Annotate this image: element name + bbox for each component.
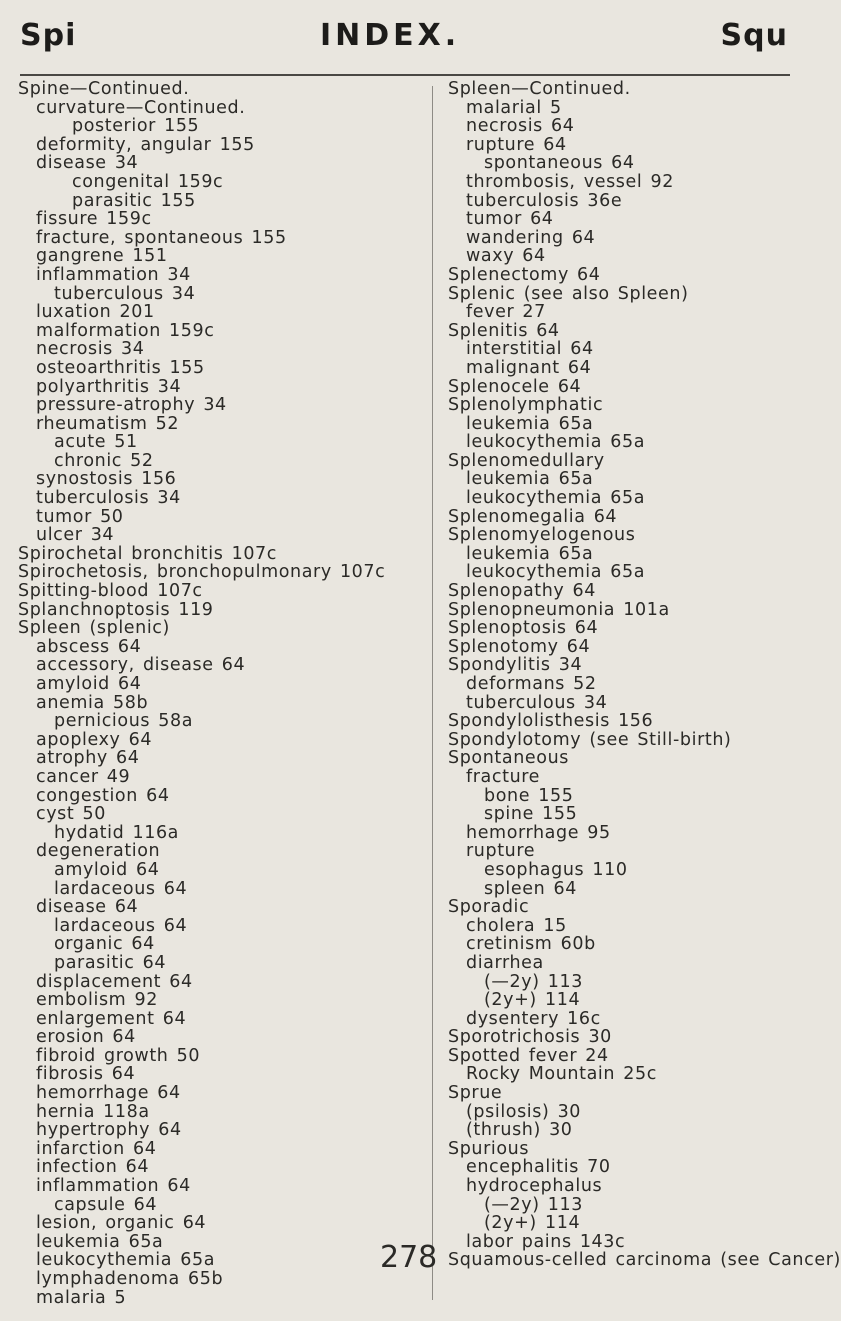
index-entry: curvature—Continued. [36,97,246,118]
index-entry: embolism 92 [36,990,158,1011]
index-entry: Rocky Mountain 25c [466,1064,657,1085]
index-entry: leukemia 65a [466,413,594,434]
index-entry: tumor 64 [466,209,554,230]
index-entry: osteoarthritis 155 [36,357,205,378]
index-entry: malaria 5 [36,1287,127,1308]
index-entry: degeneration [36,841,161,862]
index-entry: leukemia 65a [466,543,594,564]
index-entry: Splenotomy 64 [448,636,591,657]
index-entry: necrosis 64 [466,116,575,137]
index-entry: enlargement 64 [36,1008,187,1029]
index-column-left [18,80,438,1307]
index-entry: pressure-atrophy 34 [36,395,227,416]
index-entry: fissure 159c [36,209,152,230]
index-entry: erosion 64 [36,1027,136,1048]
index-entry: pernicious 58a [54,711,194,732]
index-entry: accessory, disease 64 [36,655,246,676]
index-entry: congestion 64 [36,785,170,806]
index-entry: Spine—Continued. [18,79,190,99]
header-title: INDEX. [320,18,461,53]
index-entry: (—2y) 113 [484,971,584,992]
index-entry: (2y+) 114 [484,1213,581,1234]
index-entry: leukocythemia 65a [36,1250,216,1271]
index-entry: parasitic 155 [72,190,196,211]
index-entry: infarction 64 [36,1138,157,1159]
index-entry: posterior 155 [72,116,200,137]
index-entry: malarial 5 [466,97,562,118]
index-entry: lardaceous 64 [54,915,188,936]
index-entry: dysentery 16c [466,1008,601,1029]
index-entry: disease 64 [36,897,139,918]
header-right-guide-word: Squ [720,18,788,53]
index-entry: Splenomedullary [448,450,605,471]
index-entry: cholera 15 [466,915,567,936]
index-entry: bone 155 [484,785,574,806]
index-entry: tuberculosis 34 [36,488,181,509]
index-entry: apoplexy 64 [36,729,153,750]
index-entry: Spleen—Continued. [448,79,631,99]
index-entry: Spondylitis 34 [448,655,583,676]
index-entry: Spurious [448,1138,530,1159]
index-entry: Sporadic [448,897,530,918]
index-entry: labor pains 143c [466,1231,626,1252]
index-entry: Sprue [448,1083,503,1104]
index-entry: inflammation 34 [36,264,191,285]
index-entry: hydatid 116a [54,822,180,843]
index-entry: Splenic (see also Spleen) [448,283,689,304]
index-entry: amyloid 64 [36,674,142,694]
index-entry: Spleen (splenic) [18,618,170,639]
index-entry: Splenoptosis 64 [448,618,599,639]
index-entry: Spondylotomy (see Still-birth) [448,729,732,750]
index-entry: necrosis 34 [36,339,145,360]
index-entry: Splenolymphatic [448,395,604,416]
index-entry: rheumatism 52 [36,413,180,434]
index-entry: diarrhea [466,952,544,973]
index-entry: leukemia 65a [36,1231,164,1252]
index-entry: acute 51 [54,432,138,453]
index-entry: leukocythemia 65a [466,488,646,509]
index-entry: encephalitis 70 [466,1157,611,1178]
index-entry: tuberculous 34 [54,283,196,304]
index-entry: fever 27 [466,302,546,323]
index-entry: spontaneous 64 [484,153,635,174]
index-entry: abscess 64 [36,636,142,657]
index-entry: (2y+) 114 [484,990,581,1011]
index-entry: lesion, organic 64 [36,1213,207,1234]
column-divider [432,86,433,1300]
index-entry: waxy 64 [466,246,546,267]
index-entry: Splenomyelogenous [448,525,636,546]
page-number: 278 [380,1240,438,1275]
header-rule [20,74,790,76]
index-entry: polyarthritis 34 [36,376,182,397]
header-left-guide-word: Spi [20,18,77,53]
index-entry: Spitting-blood 107c [18,581,203,602]
index-entry: capsule 64 [54,1194,158,1215]
index-entry: esophagus 110 [484,859,628,880]
index-entry: displacement 64 [36,971,193,992]
index-entry: Splenocele 64 [448,376,582,397]
index-entry: lardaceous 64 [54,878,188,899]
index-entry: disease 34 [36,153,139,174]
index-entry: interstitial 64 [466,339,594,360]
index-entry: tumor 50 [36,506,124,527]
index-entry: malformation 159c [36,320,215,341]
index-entry: congenital 159c [72,171,224,192]
index-entry: chronic 52 [54,450,154,471]
index-entry: Splenopneumonia 101a [448,599,670,620]
index-entry: tuberculous 34 [466,692,608,713]
index-entry: deformity, angular 155 [36,134,255,155]
index-entry: Splenopathy 64 [448,581,597,602]
index-entry: leukocythemia 65a [466,432,646,453]
index-entry: hernia 118a [36,1101,150,1122]
index-entry: leukocythemia 65a [466,562,646,583]
index-entry: infection 64 [36,1157,150,1178]
index-entry: gangrene 151 [36,246,168,267]
index-entry: fracture [466,766,541,787]
index-entry: cyst 50 [36,804,106,825]
index-entry: (thrush) 30 [466,1120,573,1141]
index-entry: organic 64 [54,934,155,955]
index-entry: atrophy 64 [36,748,140,769]
index-entry: spine 155 [484,804,578,825]
index-entry: synostosis 156 [36,469,177,490]
index-entry: fibroid growth 50 [36,1045,201,1066]
index-entry: ulcer 34 [36,525,115,546]
index-entry: Spotted fever 24 [448,1045,609,1066]
index-entry: fibrosis 64 [36,1064,136,1085]
index-entry: rupture [466,841,536,862]
index-entry: cretinism 60b [466,934,596,955]
index-entry: inflammation 64 [36,1176,191,1197]
index-entry: Sporotrichosis 30 [448,1027,612,1048]
index-entry: (—2y) 113 [484,1194,584,1215]
index-entry: parasitic 64 [54,952,167,973]
index-entry: spleen 64 [484,878,577,899]
index-entry: Splenectomy 64 [448,264,601,285]
index-entry: Spirochetosis, bronchopulmonary 107c [18,562,386,583]
index-entry: anemia 58b [36,692,149,713]
index-entry: thrombosis, vessel 92 [466,171,674,192]
index-entry: Splenomegalia 64 [448,506,618,527]
index-entry: malignant 64 [466,357,592,378]
index-entry: hemorrhage 64 [36,1083,181,1104]
index-entry: rupture 64 [466,134,567,155]
index-entry: Squamous-celled carcinoma (see Cancer) [448,1250,841,1271]
index-entry: hemorrhage 95 [466,822,611,843]
index-entry: fracture, spontaneous 155 [36,227,287,248]
index-entry: lymphadenoma 65b [36,1269,224,1289]
index-entry: wandering 64 [466,227,596,248]
index-entry: hypertrophy 64 [36,1120,182,1141]
index-entry: Splanchnoptosis 119 [18,599,214,620]
index-entry: (psilosis) 30 [466,1101,582,1122]
index-entry: Spondylolisthesis 156 [448,711,654,732]
index-entry: leukemia 65a [466,469,594,490]
index-entry: hydrocephalus [466,1176,603,1197]
index-entry: Spirochetal bronchitis 107c [18,543,278,564]
index-column-right [448,79,841,1271]
index-entry: tuberculosis 36e [466,190,623,211]
index-entry: Spontaneous [448,748,569,769]
index-entry: Splenitis 64 [448,320,560,341]
index-entry: luxation 201 [36,302,155,323]
index-entry: amyloid 64 [54,859,160,880]
page-header [20,18,788,68]
index-entry: deformans 52 [466,674,597,694]
index-entry: cancer 49 [36,766,131,787]
